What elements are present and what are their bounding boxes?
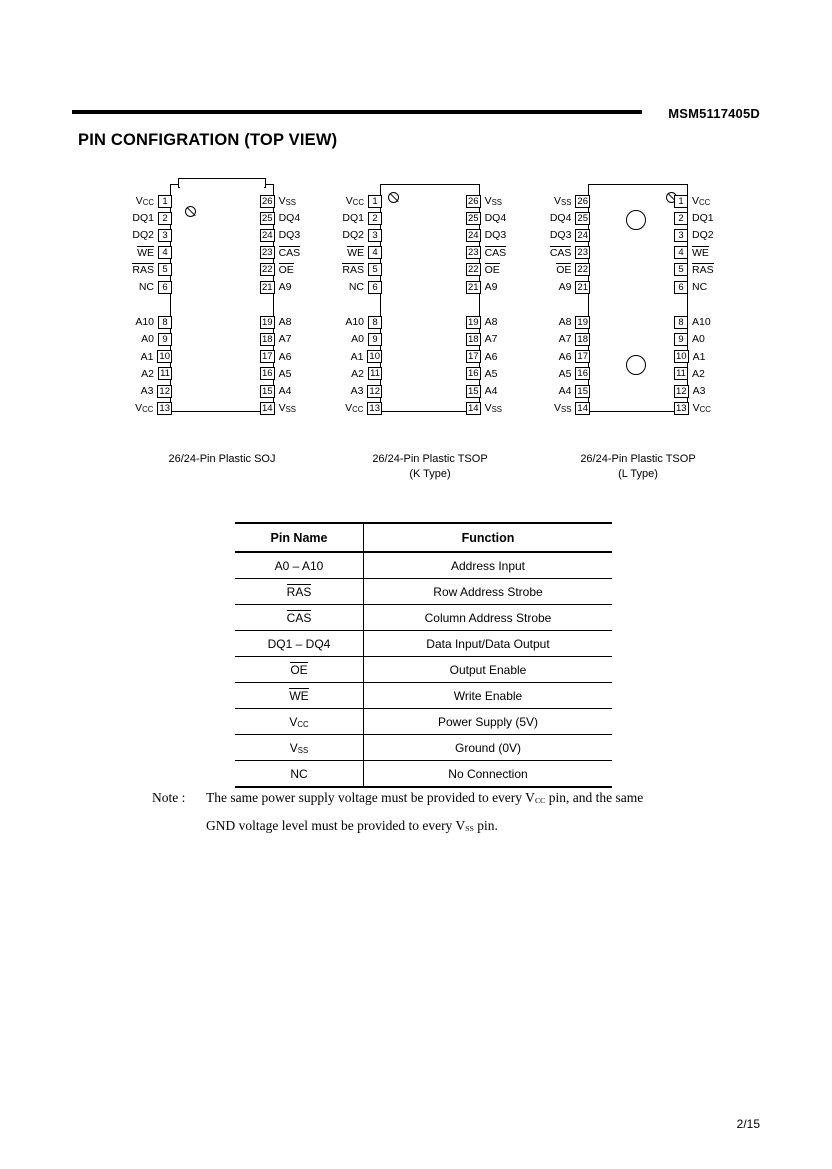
pin-label: A7 [484,333,498,346]
pin-label-subscript: CC [699,198,711,207]
pin-row [292,332,382,346]
table-cell-function: No Connection [364,761,613,788]
package-body-tsop-k [380,184,480,412]
pin-label: A3 [140,385,154,397]
pin-label: DQ1 [132,212,154,225]
pin-number: 9 [158,333,172,346]
pin-row [292,280,382,294]
pin-label: A8 [484,316,498,329]
header-divider [72,110,642,114]
table-row [235,605,612,631]
pin-label-subscript: CC [142,405,154,415]
pin-label: VCC [692,402,711,415]
pin-row [82,332,172,346]
pin-label: A6 [484,350,498,363]
pin-label: DQ3 [278,229,301,242]
pin-label: DQ2 [342,229,364,242]
page-number: 2/15 [736,1117,760,1131]
pin-label-subscript: SS [285,198,296,207]
pin-label-subscript: CC [699,405,711,415]
pin-label: A9 [484,281,498,293]
pin-number: 3 [368,229,382,242]
pin-label: VSS [484,402,502,415]
table-cell-pin-name: RAS [235,579,364,605]
table-header-row [235,523,612,552]
pin-number: 5 [368,263,382,276]
pin-label: VSS [554,402,572,415]
pin-row [674,263,764,277]
pin-number: 18 [262,333,273,345]
caption-tsop-k-line2: (K Type) [409,468,451,480]
pin-label: DQ4 [484,212,507,225]
pin-label: NC [348,281,364,293]
pin-label: A6 [558,350,572,363]
table-row [235,552,612,579]
pin-row [674,367,764,381]
pin-row [82,384,172,398]
pin-label: VCC [345,402,364,415]
pin-row [500,350,590,364]
table-cell-pin-name: VCC [235,709,364,735]
pin-number: 24 [577,229,588,241]
pin-number: 17 [262,351,273,363]
table-cell-function: Power Supply (5V) [364,709,613,735]
pin-label: A2 [692,367,705,380]
pin-row [674,194,764,208]
table-row [235,683,612,709]
pin-number: 1 [368,195,382,208]
pin-label: VCC [135,195,154,207]
pin-label: A5 [484,367,498,380]
pin-label: A8 [278,316,292,329]
pin-label: A4 [278,385,292,397]
pin-label-subscript: CC [352,198,364,207]
note-label: Note : [152,790,186,805]
pin-label: A10 [135,316,154,329]
pin-number: 24 [262,229,273,241]
pin-row [500,194,590,208]
pin-row [674,280,764,294]
caption-tsop-l [548,452,728,482]
pin-row [500,367,590,381]
pin-row [500,332,590,346]
pin-row [82,315,172,329]
table-cell-function: Address Input [364,552,613,579]
package-circle-top-tsop-l [626,210,646,230]
pin-label: A0 [351,333,364,346]
pin-label: A6 [278,350,292,363]
table-row [235,579,612,605]
pin-row [674,401,764,415]
pin-label-subscript: SS [491,198,502,207]
pin-label: VSS [278,195,296,207]
pin-number: 14 [468,402,479,414]
pin-label-subscript: CC [142,198,154,207]
pin-number: 6 [368,281,382,294]
pin-number: 11 [674,367,688,380]
pin-number: 2 [158,212,172,225]
pin-number: 17 [577,351,588,363]
pin-number: 23 [262,247,273,259]
pin-number: 13 [676,402,687,414]
pin-label: WE [137,246,154,259]
pin-number: 26 [262,195,273,207]
table-body [235,552,612,787]
pin-number: 21 [577,281,588,293]
pin-label: A1 [350,350,364,363]
pin-row [82,401,172,415]
pin-number: 8 [674,316,688,329]
pin-row [82,228,172,242]
pin-label: RAS [342,263,364,276]
pin-label: A0 [141,333,154,346]
pin-label: A10 [345,316,364,329]
pin-label: A3 [692,385,706,397]
pin-label: CAS [484,246,507,259]
table-cell-pin-name: OE [235,657,364,683]
pin-number: 8 [368,316,382,329]
table-cell-function: Write Enable [364,683,613,709]
pin-label: CAS [278,246,301,259]
pin-label: VSS [554,195,572,207]
pin-number: 17 [468,351,479,363]
pin-number: 13 [159,402,170,414]
pin-number: 10 [369,351,380,363]
pin-function-table [235,522,612,788]
pin-number: 23 [468,247,479,259]
package-notch-cover-soj [180,183,264,189]
pin-label: A10 [692,316,711,329]
caption-soj-line1: 26/24-Pin Plastic SOJ [168,453,276,465]
pin-row [292,384,382,398]
pin-row [82,350,172,364]
pin-label: OE [484,263,500,276]
pin-label: A2 [141,367,154,380]
pin-label: A1 [140,350,154,363]
table-header-pin-name: Pin Name [235,523,364,552]
pin-row [674,246,764,260]
table-cell-pin-name: A0 – A10 [235,552,364,579]
pin-number: 15 [577,385,588,397]
table-cell-function: Column Address Strobe [364,605,613,631]
pin-label: OE [278,263,294,276]
note-sub-cc: CC [534,796,546,805]
pin-label: CAS [549,246,572,259]
pin-row [292,401,382,415]
part-number: MSM5117405D [668,106,760,121]
pin-label: VCC [135,402,154,415]
pin-number: 15 [468,385,479,397]
pin-number: 10 [676,351,687,363]
pin-label: NC [138,281,154,293]
pin1-mark-tsop-k [388,192,399,203]
pin-number: 12 [676,385,687,397]
pin-row [500,211,590,225]
pin-number: 4 [368,246,382,259]
package-body-soj [170,184,274,412]
pin-number: 25 [262,212,273,224]
table-cell-pin-name: CAS [235,605,364,631]
pin-row [500,246,590,260]
pin-number: 1 [674,195,688,208]
pin-number: 6 [158,281,172,294]
pin-number: 16 [577,368,588,380]
pin-number: 2 [674,212,688,225]
pin-label: A5 [278,367,292,380]
pin-label-subscript: SS [561,405,572,415]
pin-row [82,246,172,260]
pin-label: OE [556,263,572,276]
pin-row [674,332,764,346]
pin-label: VCC [345,195,364,207]
pin-row [500,384,590,398]
table-row [235,709,612,735]
pin-row [82,211,172,225]
pin-row [292,263,382,277]
pin-label: A7 [558,333,572,346]
pin-label: DQ1 [342,212,364,225]
pin-label: A9 [558,281,572,293]
pin-number: 1 [158,195,172,208]
pin-row [500,263,590,277]
table-row [235,761,612,788]
pin-label-subscript: CC [352,405,364,415]
pin-label: RAS [132,263,154,276]
pin-number: 24 [468,229,479,241]
pin-number: 19 [577,316,588,328]
pin-number: 9 [674,333,688,346]
pin-label: VSS [484,195,502,207]
pin-row [500,315,590,329]
pin-label: DQ4 [549,212,572,225]
pin-number: 13 [369,402,380,414]
pin-row [674,315,764,329]
pin-number: 22 [577,264,588,276]
pin-row [82,280,172,294]
pin-number: 22 [262,264,273,276]
note-line1-part2: pin, and the same [545,790,644,805]
pin-number: 25 [468,212,479,224]
pin-label: A0 [692,333,705,346]
pin-number: 19 [262,316,273,328]
pin-label: A5 [558,367,572,380]
pin-label: DQ1 [692,212,714,225]
pin-row [292,315,382,329]
table-cell-function: Data Input/Data Output [364,631,613,657]
note-sub-ss: SS [465,824,474,833]
pin-number: 12 [369,385,380,397]
pin-number: 2 [368,212,382,225]
pin-label: VSS [278,402,296,415]
pin-label: A2 [351,367,364,380]
caption-soj [132,452,312,467]
pin-row [500,228,590,242]
table-row [235,631,612,657]
pin-label: A4 [484,385,498,397]
pin-number: 5 [674,263,688,276]
pin-row [82,263,172,277]
pin-row [674,384,764,398]
pin-row [292,228,382,242]
pin-label: DQ3 [484,229,507,242]
pin-number: 12 [159,385,170,397]
pin-number: 25 [577,212,588,224]
table-cell-function: Output Enable [364,657,613,683]
note-line1-part1: The same power supply voltage must be provided to every V [206,790,535,805]
pin1-mark-soj [185,206,196,217]
pin-number: 6 [674,281,688,294]
pin-number: 18 [468,333,479,345]
pin-number: 8 [158,316,172,329]
pin-label: DQ2 [132,229,154,242]
pin-label: DQ4 [278,212,301,225]
pin-number: 14 [262,402,273,414]
pin-number: 11 [158,367,172,380]
pin-number: 4 [158,246,172,259]
pin-row [292,246,382,260]
pin-row [82,367,172,381]
note-block [152,785,732,841]
pin-row [82,194,172,208]
pin-row [674,350,764,364]
pin-number: 15 [262,385,273,397]
pin-label-subscript: SS [561,198,572,207]
pin-label-subscript: SS [491,405,502,415]
pin-row [292,194,382,208]
pin-row [292,211,382,225]
pin-label: NC [692,281,708,293]
pin-number: 19 [468,316,479,328]
note-line2-part2: pin. [473,818,498,833]
pin-label: VCC [692,195,711,207]
pin-number: 10 [159,351,170,363]
pin-label: A8 [558,316,572,329]
pin-label: A1 [692,350,706,363]
pin-number: 18 [577,333,588,345]
table-cell-pin-name: DQ1 – DQ4 [235,631,364,657]
note-line2-part1: GND voltage level must be provided to every V [206,818,466,833]
caption-tsop-k-line1: 26/24-Pin Plastic TSOP [372,453,488,465]
pin-label: DQ2 [692,229,714,242]
pin-row [500,401,590,415]
table-row [235,657,612,683]
table-cell-pin-name: WE [235,683,364,709]
pin-number: 23 [577,247,588,259]
pin-number: 26 [468,195,479,207]
pin-number: 26 [577,195,588,207]
pin-label: A9 [278,281,292,293]
table-cell-pin-name: NC [235,761,364,788]
table-header-function: Function [364,523,613,552]
pin-label: WE [347,246,364,259]
pin-number: 9 [368,333,382,346]
pin-number: 3 [158,229,172,242]
pin-label: A7 [278,333,292,346]
pin-label: WE [692,246,709,259]
pin-label: A3 [350,385,364,397]
table-cell-pin-name: VSS [235,735,364,761]
note-text [206,785,732,841]
pin-row [674,228,764,242]
pin-number: 22 [468,264,479,276]
pin-number: 16 [468,368,479,380]
pin-label: RAS [692,263,714,276]
pin-number: 21 [468,281,479,293]
pin-number: 3 [674,229,688,242]
caption-tsop-l-line1: 26/24-Pin Plastic TSOP [580,453,696,465]
pin-number: 5 [158,263,172,276]
pin-row [292,367,382,381]
pin-row [674,211,764,225]
package-circle-bottom-tsop-l [626,355,646,375]
pin-label-subscript: SS [285,405,296,415]
table-cell-function: Row Address Strobe [364,579,613,605]
page-title: PIN CONFIGRATION (TOP VIEW) [78,131,338,149]
caption-tsop-l-line2: (L Type) [618,468,658,480]
pin-number: 11 [368,367,382,380]
pin-number: 21 [262,281,273,293]
pin-number: 16 [262,368,273,380]
pin-label: DQ3 [549,229,572,242]
caption-tsop-k [340,452,520,482]
pin-row [500,280,590,294]
pin-number: 14 [577,402,588,414]
table-cell-function: Ground (0V) [364,735,613,761]
pin-number: 4 [674,246,688,259]
pin-label: A4 [558,385,572,397]
pin-row [292,350,382,364]
table-row [235,735,612,761]
